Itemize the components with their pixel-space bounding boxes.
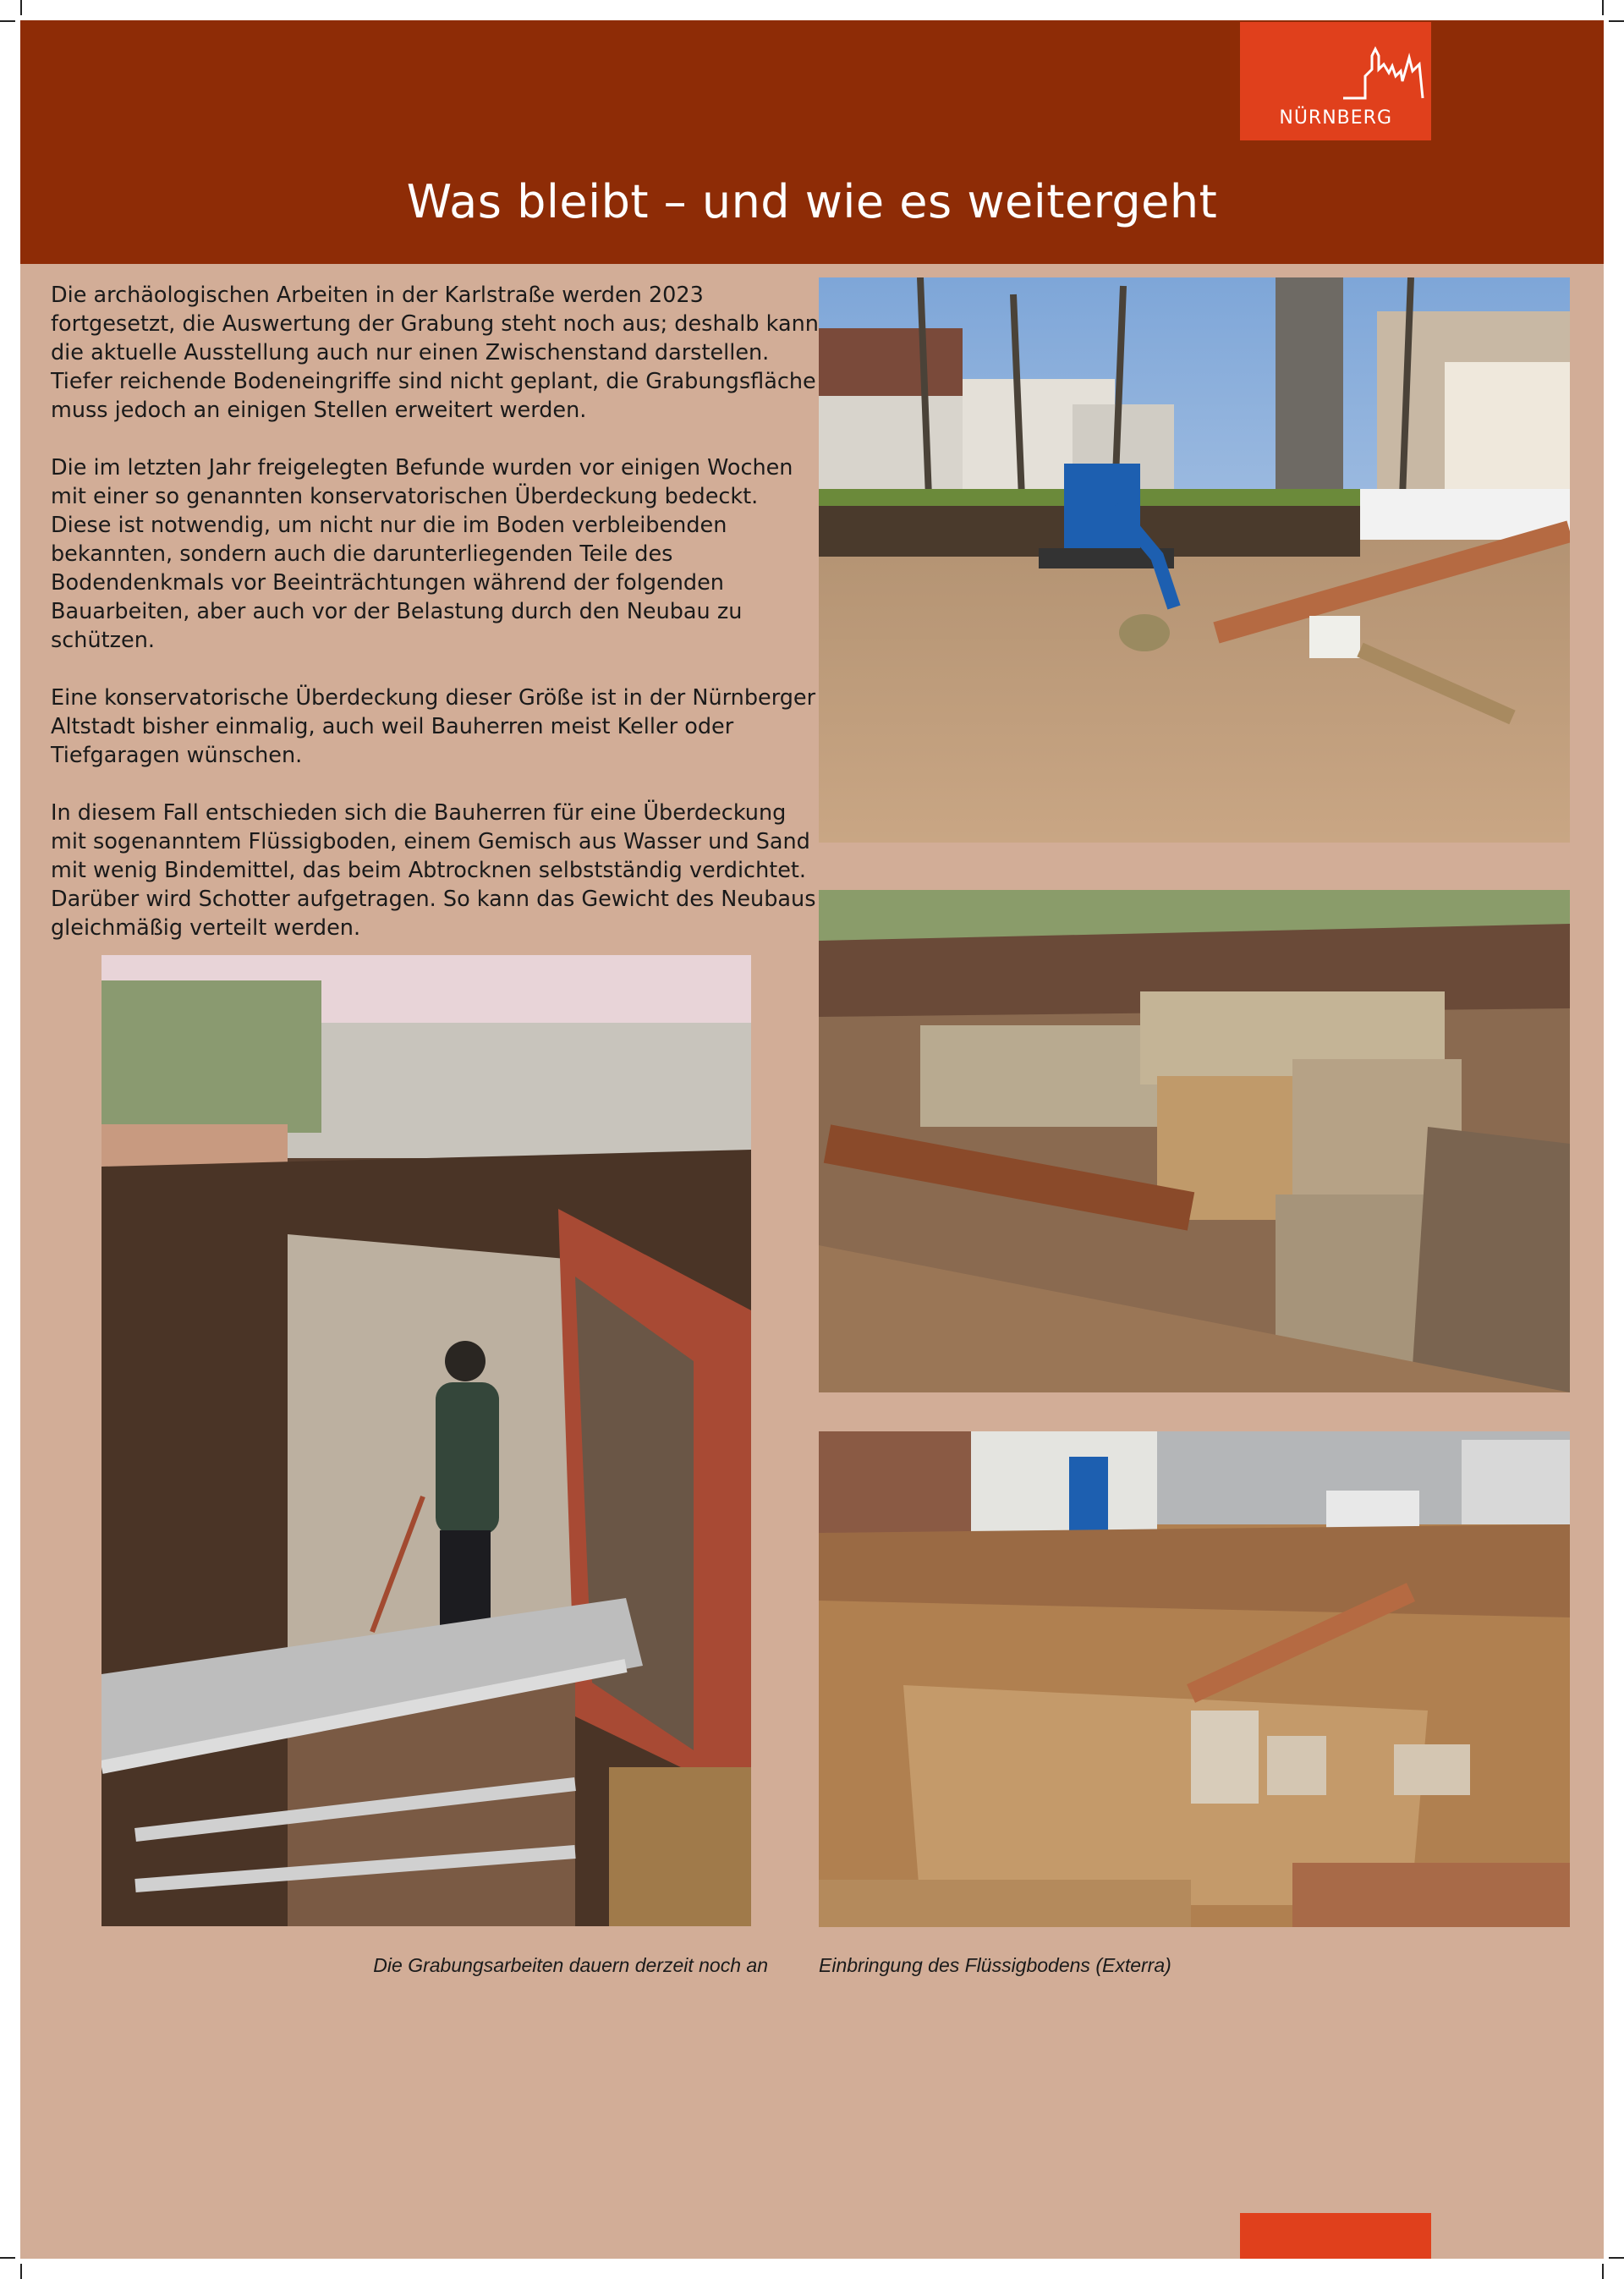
crop-mark [1602, 2264, 1604, 2279]
crop-mark [20, 2264, 22, 2279]
caption-right: Einbringung des Flüssigbodens (Exterra) [819, 1954, 1171, 1976]
photo-excavator-site [819, 277, 1570, 843]
crop-mark [1609, 20, 1624, 22]
photo-trench-worker [102, 955, 751, 1926]
photo-foundations-pipe [819, 890, 1570, 1392]
photo-fluid-soil [819, 1431, 1570, 1927]
paragraph: Die im letzten Jahr freigelegten Befunde wurden vor einigen Wochen mit einer so genannten konservatorischen Überdeckung bedeckt. Diese ist notwendig, um nicht nur die im Boden verbleibenden bekannten, sondern auch die darunterliegenden Teile des Bodendenkmals vor Beeinträchtungen während der folgenden Bauarbeiten, aber auch vor der Belastung durch den Neubau zu schützen. [51, 455, 793, 653]
header-band [20, 20, 1604, 264]
castle-icon [1341, 39, 1426, 112]
paragraph: Die archäologischen Arbeiten in der Karlstraße werden 2023 fortgesetzt, die Auswertung der Grabung steht noch aus; deshalb kann die aktuelle Ausstellung auch nur einen Zwischenstand darstellen. Tiefer reichende Bodeneingriffe sind nicht geplant, die Grabungsfläche muss jedoch an einigen Stellen erweitert werden. [51, 283, 819, 423]
paragraph: Eine konservatorische Überdeckung dieser Größe ist in der Nürnberger Altstadt bisher einmalig, auch weil Bauherren meist Keller oder Tiefgaragen wünschen. [51, 685, 816, 768]
page-title: Was bleibt – und wie es weitergeht [406, 175, 1218, 228]
logo-wordmark: NÜRNBERG [1279, 107, 1392, 129]
crop-mark [1609, 2257, 1624, 2259]
footer-tab [1240, 2213, 1431, 2259]
nuernberg-logo [1240, 22, 1431, 140]
poster-sheet [20, 20, 1604, 2259]
crop-mark [20, 0, 22, 15]
crop-mark [0, 2257, 15, 2259]
crop-mark [0, 20, 15, 22]
body-text [51, 281, 822, 971]
crop-mark [1602, 0, 1604, 15]
paragraph: In diesem Fall entschieden sich die Bauherren für eine Überdeckung mit sogenanntem Flüssigboden, einem Gemisch aus Wasser und Sand mit wenig Bindemittel, das beim Abtrocknen selbstständig verdichtet. Darüber wird Schotter aufgetragen. So kann das Gewicht des Neubaus gleichmäßig verteilt werden. [51, 800, 816, 941]
caption-left: Die Grabungsarbeiten dauern derzeit noch an [373, 1954, 768, 1976]
